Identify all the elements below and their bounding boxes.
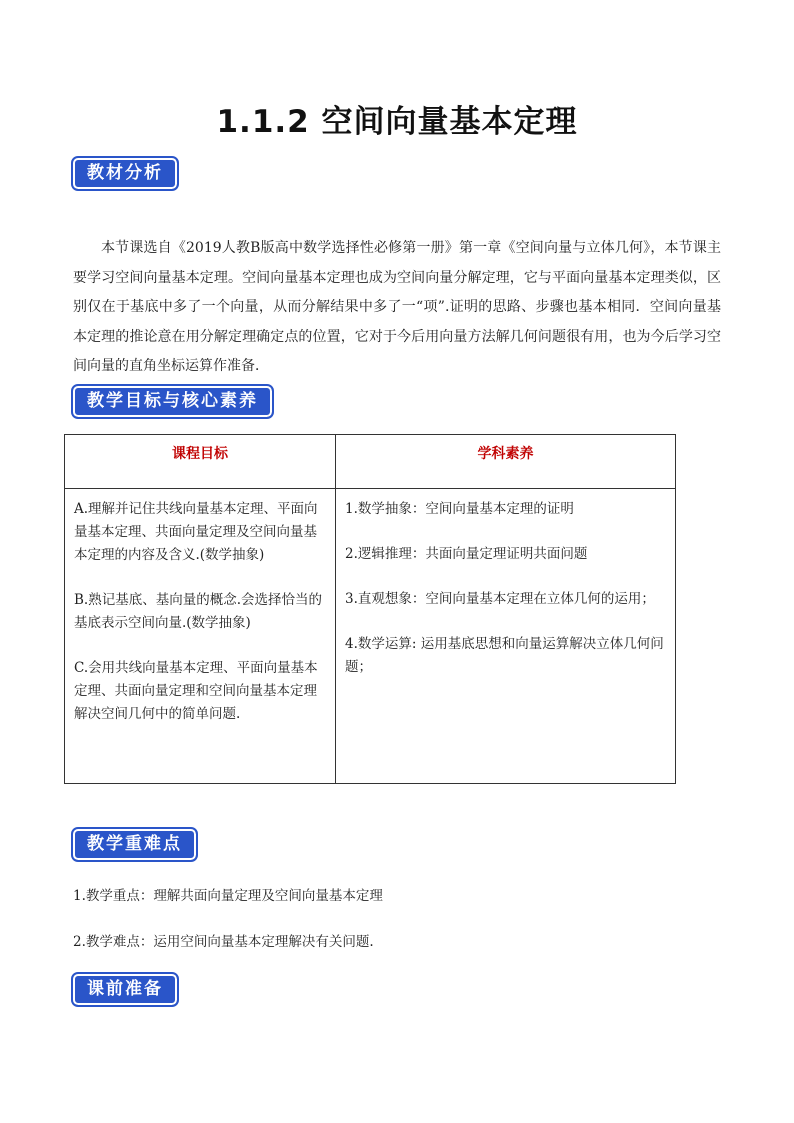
section-badge-goals: 教学目标与核心素养	[73, 386, 272, 417]
objectives-cell	[65, 489, 336, 784]
objective-c: C.会用共线向量基本定理、平面向量基本定理、共面向量定理和空间向量基本定理解决空间几何中的简单问题.	[74, 660, 318, 722]
page-title: 1.1.2 空间向量基本定理	[216, 104, 578, 140]
literacy-4: 4.数学运算: 运用基底思想和向量运算解决立体几何问题；	[345, 636, 664, 675]
section-badge-preparation: 课前准备	[73, 974, 177, 1005]
literacy-2: 2.逻辑推理：共面向量定理证明共面问题	[345, 546, 588, 562]
table-row	[65, 489, 676, 784]
goals-table	[64, 434, 676, 784]
key-point-text: 1.教学重点：理解共面向量定理及空间向量基本定理	[73, 888, 383, 904]
literacy-3: 3.直观想象：空间向量基本定理在立体几何的运用；	[345, 591, 655, 607]
literacy-cell	[336, 489, 676, 784]
objective-b: B.熟记基底、基向量的概念.会选择恰当的基底表示空间向量.(数学抽象)	[74, 592, 323, 631]
hard-point-text: 2.教学难点：运用空间向量基本定理解决有关问题.	[73, 934, 374, 950]
section-badge-difficulty: 教学重难点	[73, 829, 196, 860]
section-badge-analysis: 教材分析	[73, 158, 177, 189]
objective-a: A.理解并记住共线向量基本定理、平面向量基本定理、共面向量定理及空间向量基本定理的内容及含义.(数学抽象)	[74, 501, 318, 563]
header-subject-literacy: 学科素养	[336, 435, 676, 489]
analysis-paragraph: 本节课选自《2019人教B版高中数学选择性必修第一册》第一章《空间向量与立体几何》，本节课主要学习空间向量基本定理。空间向量基本定理也成为空间向量分解定理，它与平面向量基本定理类似，区别仅在于基底中多了一个向量，从而分解结果中多了一“项”.证明的思路、步骤也基本相同．空间向量基本定理的推论意在用分解定理确定点的位置，它对于今后用向量方法解几何问题很有用，也为今后学习空间向量的直角坐标运算作准备．	[73, 240, 721, 374]
literacy-1: 1.数学抽象：空间向量基本定理的证明	[345, 501, 574, 517]
header-course-goals: 课程目标	[65, 435, 336, 489]
table-header-row	[65, 435, 676, 489]
